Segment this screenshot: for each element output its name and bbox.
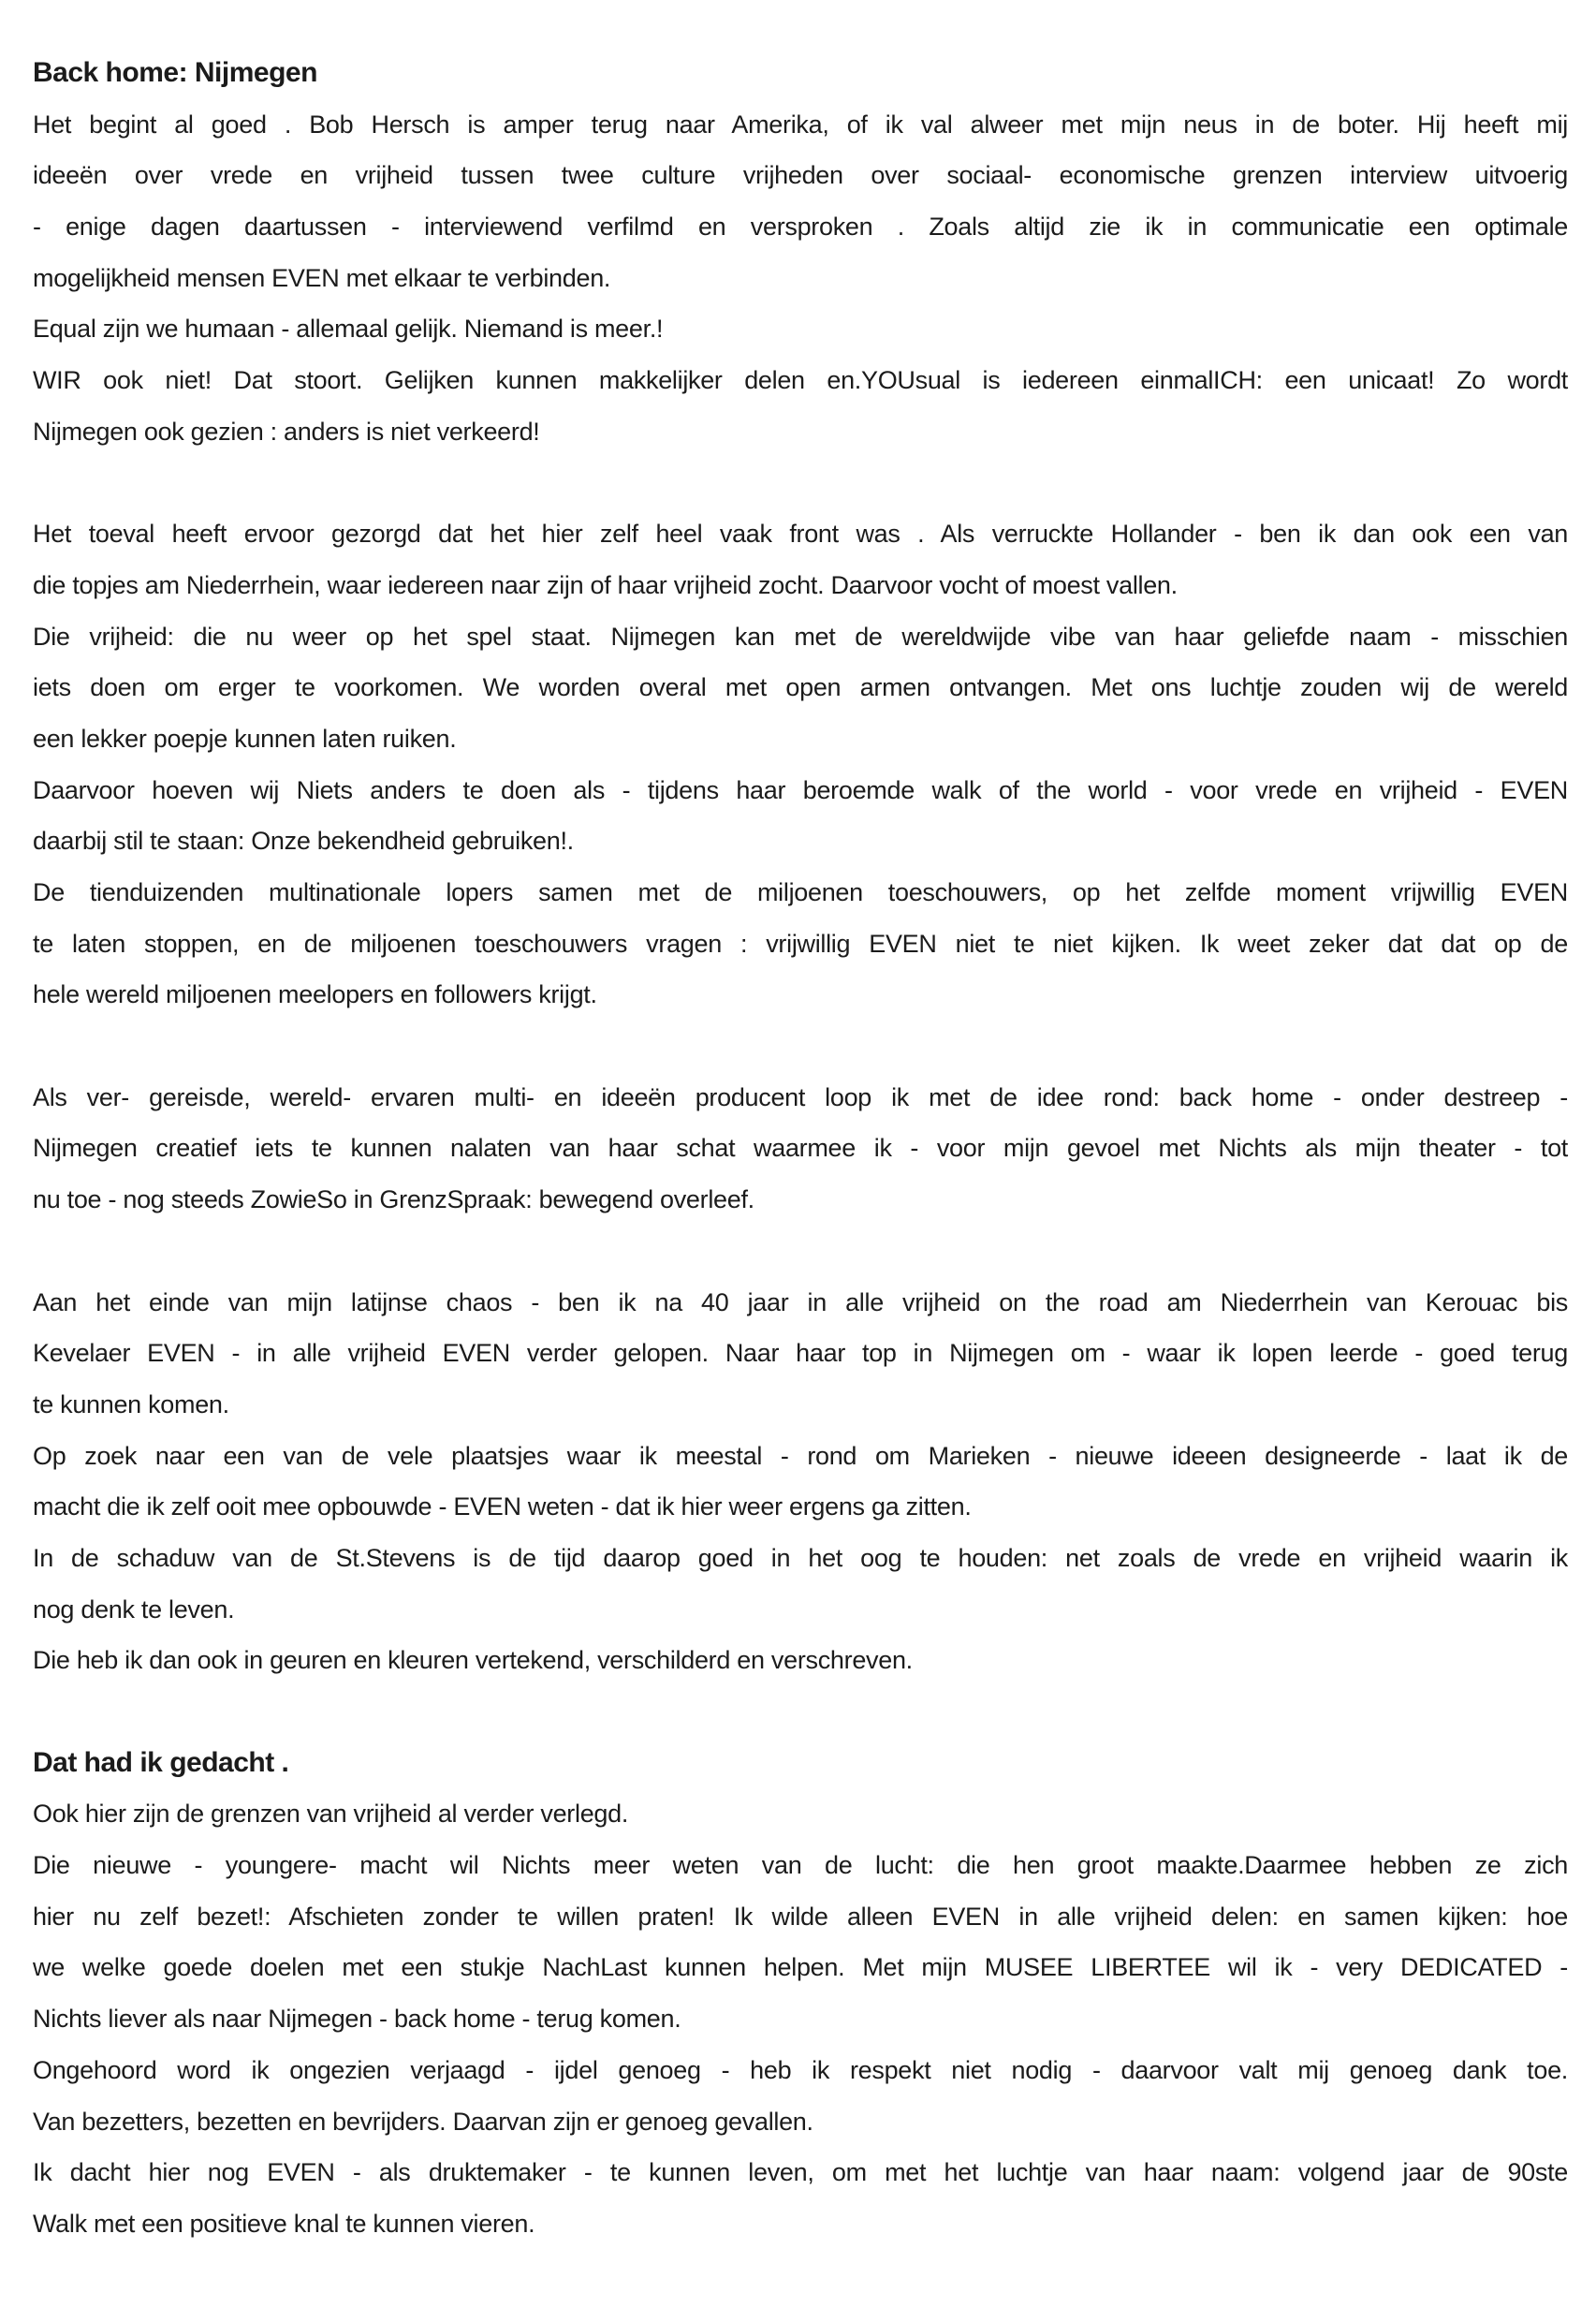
blank-line [33,1021,1568,1072]
text-line: Op zoek naar een van de vele plaatsjes waar ik meestal - rond om Marieken - nieuwe ideeen designeerde - laat ik de [33,1441,1568,1470]
text-line: In de schaduw van de St.Stevens is de tijd daarop goed in het oog te houden: net zoals de vrede en vrijheid waarin ik [33,1543,1568,1572]
text-line: die topjes am Niederrhein, waar iedereen naar zijn of haar vrijheid zocht. Daarvoor vocht of moest vallen. [33,570,1178,599]
text-line: daarbij stil te staan: Onze bekendheid gebruiken!. [33,827,574,856]
text-line: Als ver- gereisde, wereld- ervaren multi- en ideeën producent loop ik met de idee rond: back home - onder destreep - [33,1082,1568,1111]
text-line: Nijmegen ook gezien : anders is niet verkeerd! [33,417,540,446]
text-line: iets doen om erger te voorkomen. We worden overal met open armen ontvangen. Met ons luchtje zouden wij de wereld [33,673,1568,702]
section-heading: Dat had ik gedacht . [33,1746,289,1778]
text-line: hier nu zelf bezet!: Afschieten zonder te willen praten! Ik wilde alleen EVEN in alle vrijheid delen: en samen kijken: hoe [33,1902,1568,1931]
text-line: Equal zijn we humaan - allemaal gelijk. Niemand is meer.! [33,315,664,344]
text-line: een lekker poepje kunnen laten ruiken. [33,724,457,753]
text-line: Het begint al goed . Bob Hersch is amper terug naar Amerika, of ik val alweer met mijn neus in de boter. Hij heeft mij [33,110,1568,139]
text-line: WIR ook niet! Dat stoort. Gelijken kunnen makkelijker delen en.YOUsual is iedereen einmalICH: een unicaat! Zo wordt [33,366,1568,395]
text-line: Walk met een positieve knal te kunnen vieren. [33,2209,535,2238]
text-line: hele wereld miljoenen meelopers en followers krijgt. [33,980,597,1009]
text-line: mogelijkheid mensen EVEN met elkaar te verbinden. [33,263,611,292]
text-line: te laten stoppen, en de miljoenen toeschouwers vragen : vrijwillig EVEN niet te niet kijken. Ik weet zeker dat dat op de [33,929,1568,958]
text-line: - enige dagen daartussen - interviewend verfilmd en versproken . Zoals altijd zie ik in communicatie een optimale [33,213,1568,242]
text-line: Daarvoor hoeven wij Niets anders te doen als - tijdens haar beroemde walk of the world - voor vrede en vrijheid - EVEN [33,775,1568,804]
text-line: Het toeval heeft ervoor gezorgd dat het hier zelf heel vaak front was . Als verruckte Hollander - ben ik dan ook een van [33,520,1568,549]
blank-line [33,1686,1568,1738]
text-line: nu toe - nog steeds ZowieSo in GrenzSpraak: bewegend overleef. [33,1185,754,1214]
text-line: te kunnen komen. [33,1389,229,1418]
text-line: De tienduizenden multinationale lopers samen met de miljoenen toeschouwers, op het zelfde moment vrijwillig EVEN [33,878,1568,906]
text-line: ideeën over vrede en vrijheid tussen twee culture vrijheden over sociaal- economische grenzen interview uitvoerig [33,161,1568,190]
text-line: Ik dacht hier nog EVEN - als druktemaker - te kunnen leven, om met het luchtje van haar naam: volgend jaar de 90ste [33,2158,1568,2187]
text-line: Die nieuwe - youngere- macht wil Nichts meer weten van de lucht: die hen groot maakte.Daarmee hebben ze zich [33,1851,1568,1880]
section-heading: Back home: Nijmegen [33,57,317,88]
text-line: Ongehoord word ik ongezien verjaagd - ijdel genoeg - heb ik respekt niet nodig - daarvoor valt mij genoeg dank toe. [33,2055,1568,2084]
text-line: Die vrijheid: die nu weer op het spel staat. Nijmegen kan met de wereldwijde vibe van haar geliefde naam - misschien [33,622,1568,651]
text-line: nog denk te leven. [33,1595,235,1624]
text-line: Kevelaer EVEN - in alle vrijheid EVEN verder gelopen. Naar haar top in Nijmegen om - waar ik lopen leerde - goed terug [33,1339,1568,1368]
text-line: Nijmegen creatief iets te kunnen nalaten van haar schat waarmee ik - voor mijn gevoel met Nichts als mijn theater - tot [33,1134,1568,1163]
text-line: Aan het einde van mijn latijnse chaos - ben ik na 40 jaar in alle vrijheid on the road am Niederrhein van Kerouac bis [33,1287,1568,1316]
document-body [33,48,1568,2250]
text-line: Die heb ik dan ook in geuren en kleuren vertekend, verschilderd en verschreven. [33,1646,913,1675]
text-line: Van bezetters, bezetten en bevrijders. Daarvan zijn er genoeg gevallen. [33,2107,813,2136]
blank-line [33,458,1568,509]
blank-line [33,1226,1568,1277]
text-line: Nichts liever als naar Nijmegen - back home - terug komen. [33,2005,681,2034]
text-line: Ook hier zijn de grenzen van vrijheid al verder verlegd. [33,1800,629,1829]
text-line: we welke goede doelen met een stukje NachLast kunnen helpen. Met mijn MUSEE LIBERTEE wil ik - very DEDICATED - [33,1953,1568,1982]
text-line: macht die ik zelf ooit mee opbouwde - EVEN weten - dat ik hier weer ergens ga zitten. [33,1492,972,1521]
